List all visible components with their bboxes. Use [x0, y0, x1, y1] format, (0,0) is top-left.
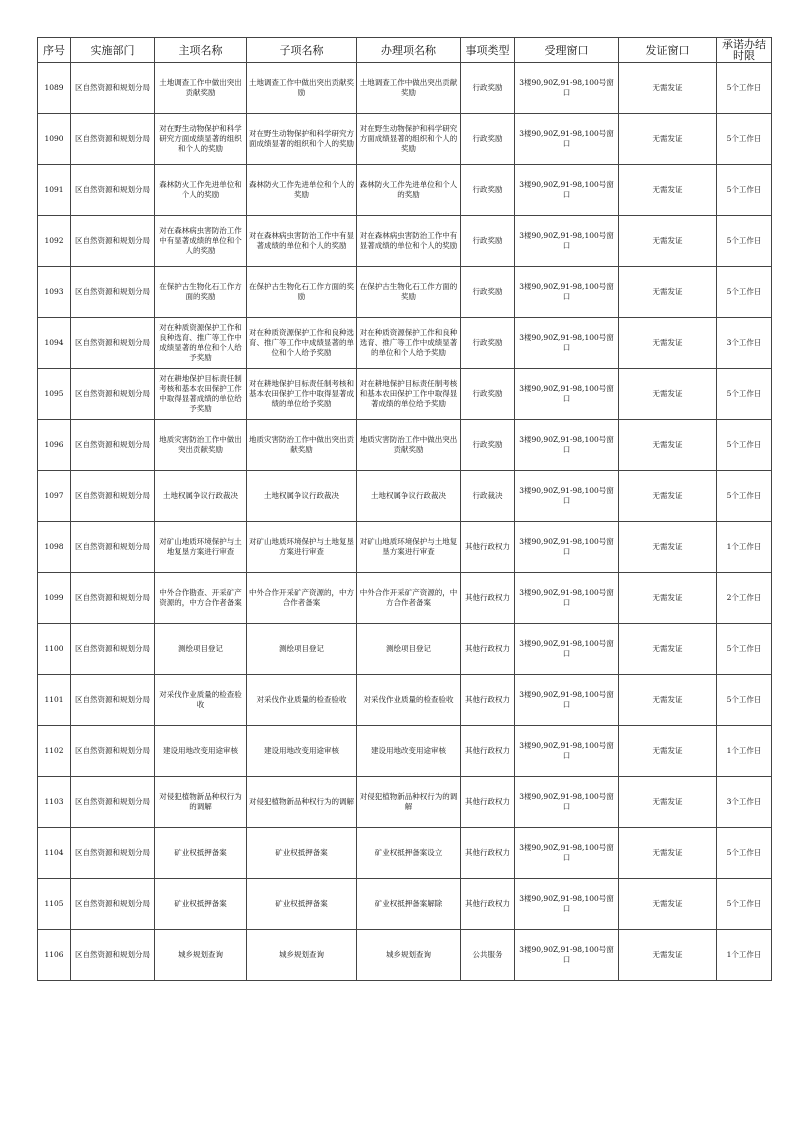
cell-sub: 中外合作开采矿产资源的，中方合作者备案	[247, 573, 357, 624]
cell-no: 1101	[38, 675, 71, 726]
table-row	[38, 318, 772, 369]
cell-window: 3楼90,90Z,91-98,100号窗口	[515, 420, 619, 471]
cell-handle: 对矿山地质环境保护与土地复垦方案进行审查	[357, 522, 461, 573]
cell-type: 行政奖励	[461, 63, 515, 114]
cell-limit: 5个工作日	[717, 879, 772, 930]
cell-limit: 3个工作日	[717, 777, 772, 828]
cell-sub: 对矿山地质环境保护与土地复垦方案进行审查	[247, 522, 357, 573]
cell-dept: 区自然资源和规划分局	[71, 114, 155, 165]
cell-main: 矿业权抵押备案	[155, 828, 247, 879]
cell-dept: 区自然资源和规划分局	[71, 726, 155, 777]
cell-limit: 3个工作日	[717, 318, 772, 369]
cell-main: 矿业权抵押备案	[155, 879, 247, 930]
cell-handle: 对在森林病虫害防治工作中有显著成绩的单位和个人的奖励	[357, 216, 461, 267]
cell-limit: 5个工作日	[717, 369, 772, 420]
cell-window: 3楼90,90Z,91-98,100号窗口	[515, 879, 619, 930]
cell-sub: 对侵犯植物新品种权行为的调解	[247, 777, 357, 828]
cell-limit: 5个工作日	[717, 828, 772, 879]
cell-dept: 区自然资源和规划分局	[71, 573, 155, 624]
cell-no: 1097	[38, 471, 71, 522]
cell-cert: 无需发证	[619, 522, 717, 573]
cell-window: 3楼90,90Z,91-98,100号窗口	[515, 522, 619, 573]
cell-cert: 无需发证	[619, 777, 717, 828]
cell-main: 对在森林病虫害防治工作中有显著成绩的单位和个人的奖励	[155, 216, 247, 267]
cell-main: 对采伐作业质量的检查验收	[155, 675, 247, 726]
cell-no: 1100	[38, 624, 71, 675]
cell-window: 3楼90,90Z,91-98,100号窗口	[515, 726, 619, 777]
cell-window: 3楼90,90Z,91-98,100号窗口	[515, 777, 619, 828]
cell-type: 其他行政权力	[461, 624, 515, 675]
cell-dept: 区自然资源和规划分局	[71, 930, 155, 981]
cell-cert: 无需发证	[619, 267, 717, 318]
cell-window: 3楼90,90Z,91-98,100号窗口	[515, 165, 619, 216]
cell-dept: 区自然资源和规划分局	[71, 267, 155, 318]
cell-sub: 对在野生动物保护和科学研究方面成绩显著的组织和个人的奖励	[247, 114, 357, 165]
table-row	[38, 879, 772, 930]
service-items-table	[37, 37, 772, 981]
cell-handle: 在保护古生物化石工作方面的奖励	[357, 267, 461, 318]
cell-limit: 5个工作日	[717, 471, 772, 522]
cell-type: 行政奖励	[461, 216, 515, 267]
cell-limit: 1个工作日	[717, 726, 772, 777]
cell-dept: 区自然资源和规划分局	[71, 63, 155, 114]
cell-sub: 城乡规划查询	[247, 930, 357, 981]
cell-handle: 森林防火工作先进单位和个人的奖励	[357, 165, 461, 216]
cell-main: 对在野生动物保护和科学研究方面成绩显著的组织和个人的奖励	[155, 114, 247, 165]
cell-main: 对在耕地保护目标责任制考核和基本农田保护工作中取得显著成绩的单位给予奖励	[155, 369, 247, 420]
cell-sub: 土地权属争议行政裁决	[247, 471, 357, 522]
header-cell-handle: 办理项名称	[357, 38, 461, 63]
cell-handle: 矿业权抵押备案解除	[357, 879, 461, 930]
cell-cert: 无需发证	[619, 216, 717, 267]
cell-sub: 对在耕地保护目标责任制考核和基本农田保护工作中取得显著成绩的单位给予奖励	[247, 369, 357, 420]
table-row	[38, 624, 772, 675]
cell-main: 在保护古生物化石工作方面的奖励	[155, 267, 247, 318]
cell-cert: 无需发证	[619, 369, 717, 420]
table-row	[38, 522, 772, 573]
cell-no: 1095	[38, 369, 71, 420]
table-body	[38, 63, 772, 981]
cell-sub: 在保护古生物化石工作方面的奖励	[247, 267, 357, 318]
cell-dept: 区自然资源和规划分局	[71, 828, 155, 879]
cell-sub: 地质灾害防治工作中做出突出贡献奖励	[247, 420, 357, 471]
cell-no: 1093	[38, 267, 71, 318]
cell-window: 3楼90,90Z,91-98,100号窗口	[515, 573, 619, 624]
cell-type: 行政奖励	[461, 318, 515, 369]
cell-handle: 测绘项目登记	[357, 624, 461, 675]
cell-dept: 区自然资源和规划分局	[71, 420, 155, 471]
cell-window: 3楼90,90Z,91-98,100号窗口	[515, 267, 619, 318]
cell-window: 3楼90,90Z,91-98,100号窗口	[515, 216, 619, 267]
cell-window: 3楼90,90Z,91-98,100号窗口	[515, 828, 619, 879]
cell-sub: 测绘项目登记	[247, 624, 357, 675]
cell-window: 3楼90,90Z,91-98,100号窗口	[515, 624, 619, 675]
cell-cert: 无需发证	[619, 879, 717, 930]
cell-main: 城乡规划查询	[155, 930, 247, 981]
cell-limit: 5个工作日	[717, 420, 772, 471]
cell-main: 建设用地改变用途审核	[155, 726, 247, 777]
cell-main: 地质灾害防治工作中做出突出贡献奖励	[155, 420, 247, 471]
table-row	[38, 777, 772, 828]
cell-cert: 无需发证	[619, 420, 717, 471]
cell-window: 3楼90,90Z,91-98,100号窗口	[515, 369, 619, 420]
cell-type: 其他行政权力	[461, 726, 515, 777]
cell-type: 行政奖励	[461, 165, 515, 216]
cell-dept: 区自然资源和规划分局	[71, 471, 155, 522]
cell-window: 3楼90,90Z,91-98,100号窗口	[515, 471, 619, 522]
header-cell-cert: 发证窗口	[619, 38, 717, 63]
cell-type: 其他行政权力	[461, 879, 515, 930]
cell-type: 公共服务	[461, 930, 515, 981]
cell-window: 3楼90,90Z,91-98,100号窗口	[515, 318, 619, 369]
cell-no: 1092	[38, 216, 71, 267]
table-row	[38, 420, 772, 471]
cell-handle: 对采伐作业质量的检查验收	[357, 675, 461, 726]
cell-type: 其他行政权力	[461, 828, 515, 879]
cell-no: 1098	[38, 522, 71, 573]
table-row	[38, 675, 772, 726]
table-row	[38, 828, 772, 879]
cell-no: 1103	[38, 777, 71, 828]
cell-sub: 土地调查工作中做出突出贡献奖励	[247, 63, 357, 114]
table-row	[38, 369, 772, 420]
cell-no: 1096	[38, 420, 71, 471]
header-cell-sub: 子项名称	[247, 38, 357, 63]
cell-handle: 对在种质资源保护工作和良种选育、推广等工作中成绩显著的单位和个人给予奖励	[357, 318, 461, 369]
table-row	[38, 573, 772, 624]
cell-type: 行政裁决	[461, 471, 515, 522]
cell-no: 1099	[38, 573, 71, 624]
cell-no: 1090	[38, 114, 71, 165]
header-cell-type: 事项类型	[461, 38, 515, 63]
cell-type: 行政奖励	[461, 420, 515, 471]
cell-cert: 无需发证	[619, 114, 717, 165]
cell-no: 1105	[38, 879, 71, 930]
cell-type: 行政奖励	[461, 267, 515, 318]
cell-cert: 无需发证	[619, 930, 717, 981]
cell-type: 其他行政权力	[461, 777, 515, 828]
cell-dept: 区自然资源和规划分局	[71, 369, 155, 420]
header-cell-limit: 承诺办结时限	[717, 38, 772, 63]
cell-dept: 区自然资源和规划分局	[71, 777, 155, 828]
cell-sub: 建设用地改变用途审核	[247, 726, 357, 777]
cell-cert: 无需发证	[619, 471, 717, 522]
cell-main: 中外合作勘查、开采矿产资源的，中方合作者备案	[155, 573, 247, 624]
header-cell-window: 受理窗口	[515, 38, 619, 63]
cell-limit: 5个工作日	[717, 267, 772, 318]
cell-no: 1104	[38, 828, 71, 879]
cell-dept: 区自然资源和规划分局	[71, 165, 155, 216]
cell-dept: 区自然资源和规划分局	[71, 522, 155, 573]
table-row	[38, 216, 772, 267]
cell-cert: 无需发证	[619, 675, 717, 726]
cell-cert: 无需发证	[619, 828, 717, 879]
cell-handle: 地质灾害防治工作中做出突出贡献奖励	[357, 420, 461, 471]
cell-limit: 5个工作日	[717, 675, 772, 726]
cell-main: 测绘项目登记	[155, 624, 247, 675]
cell-sub: 对采伐作业质量的检查验收	[247, 675, 357, 726]
cell-handle: 建设用地改变用途审核	[357, 726, 461, 777]
cell-cert: 无需发证	[619, 318, 717, 369]
cell-no: 1091	[38, 165, 71, 216]
cell-main: 对矿山地质环境保护与土地复垦方案进行审查	[155, 522, 247, 573]
cell-limit: 1个工作日	[717, 930, 772, 981]
cell-handle: 对在野生动物保护和科学研究方面成绩显著的组织和个人的奖励	[357, 114, 461, 165]
cell-handle: 土地调查工作中做出突出贡献奖励	[357, 63, 461, 114]
cell-dept: 区自然资源和规划分局	[71, 216, 155, 267]
header-cell-no: 序号	[38, 38, 71, 63]
cell-limit: 2个工作日	[717, 573, 772, 624]
cell-limit: 5个工作日	[717, 63, 772, 114]
cell-dept: 区自然资源和规划分局	[71, 879, 155, 930]
cell-main: 对侵犯植物新品种权行为的调解	[155, 777, 247, 828]
table-row	[38, 930, 772, 981]
cell-no: 1089	[38, 63, 71, 114]
cell-limit: 5个工作日	[717, 114, 772, 165]
cell-dept: 区自然资源和规划分局	[71, 675, 155, 726]
cell-handle: 中外合作开采矿产资源的，中方合作者备案	[357, 573, 461, 624]
cell-limit: 1个工作日	[717, 522, 772, 573]
cell-dept: 区自然资源和规划分局	[71, 318, 155, 369]
cell-sub: 森林防火工作先进单位和个人的奖励	[247, 165, 357, 216]
cell-no: 1102	[38, 726, 71, 777]
cell-main: 土地调查工作中做出突出贡献奖励	[155, 63, 247, 114]
cell-type: 行政奖励	[461, 369, 515, 420]
cell-cert: 无需发证	[619, 624, 717, 675]
cell-sub: 对在种质资源保护工作和良种选育、推广等工作中成绩显著的单位和个人给予奖励	[247, 318, 357, 369]
cell-type: 行政奖励	[461, 114, 515, 165]
cell-type: 其他行政权力	[461, 522, 515, 573]
cell-main: 森林防火工作先进单位和个人的奖励	[155, 165, 247, 216]
cell-cert: 无需发证	[619, 63, 717, 114]
header-row	[38, 38, 772, 63]
cell-cert: 无需发证	[619, 726, 717, 777]
cell-handle: 对在耕地保护目标责任制考核和基本农田保护工作中取得显著成绩的单位给予奖励	[357, 369, 461, 420]
cell-sub: 对在森林病虫害防治工作中有显著成绩的单位和个人的奖励	[247, 216, 357, 267]
cell-dept: 区自然资源和规划分局	[71, 624, 155, 675]
cell-no: 1094	[38, 318, 71, 369]
table-row	[38, 726, 772, 777]
cell-sub: 矿业权抵押备案	[247, 879, 357, 930]
cell-window: 3楼90,90Z,91-98,100号窗口	[515, 114, 619, 165]
cell-window: 3楼90,90Z,91-98,100号窗口	[515, 930, 619, 981]
table-row	[38, 63, 772, 114]
cell-cert: 无需发证	[619, 165, 717, 216]
cell-handle: 对侵犯植物新品种权行为的调解	[357, 777, 461, 828]
table-row	[38, 267, 772, 318]
table-row	[38, 471, 772, 522]
cell-main: 土地权属争议行政裁决	[155, 471, 247, 522]
cell-handle: 城乡规划查询	[357, 930, 461, 981]
cell-window: 3楼90,90Z,91-98,100号窗口	[515, 675, 619, 726]
table-row	[38, 165, 772, 216]
cell-type: 其他行政权力	[461, 675, 515, 726]
cell-cert: 无需发证	[619, 573, 717, 624]
cell-type: 其他行政权力	[461, 573, 515, 624]
cell-limit: 5个工作日	[717, 216, 772, 267]
cell-window: 3楼90,90Z,91-98,100号窗口	[515, 63, 619, 114]
header-cell-dept: 实施部门	[71, 38, 155, 63]
cell-limit: 5个工作日	[717, 624, 772, 675]
cell-handle: 土地权属争议行政裁决	[357, 471, 461, 522]
cell-main: 对在种质资源保护工作和良种选育、推广等工作中成绩显著的单位和个人给予奖励	[155, 318, 247, 369]
table-row	[38, 114, 772, 165]
cell-handle: 矿业权抵押备案设立	[357, 828, 461, 879]
cell-no: 1106	[38, 930, 71, 981]
header-cell-main: 主项名称	[155, 38, 247, 63]
cell-limit: 5个工作日	[717, 165, 772, 216]
cell-sub: 矿业权抵押备案	[247, 828, 357, 879]
